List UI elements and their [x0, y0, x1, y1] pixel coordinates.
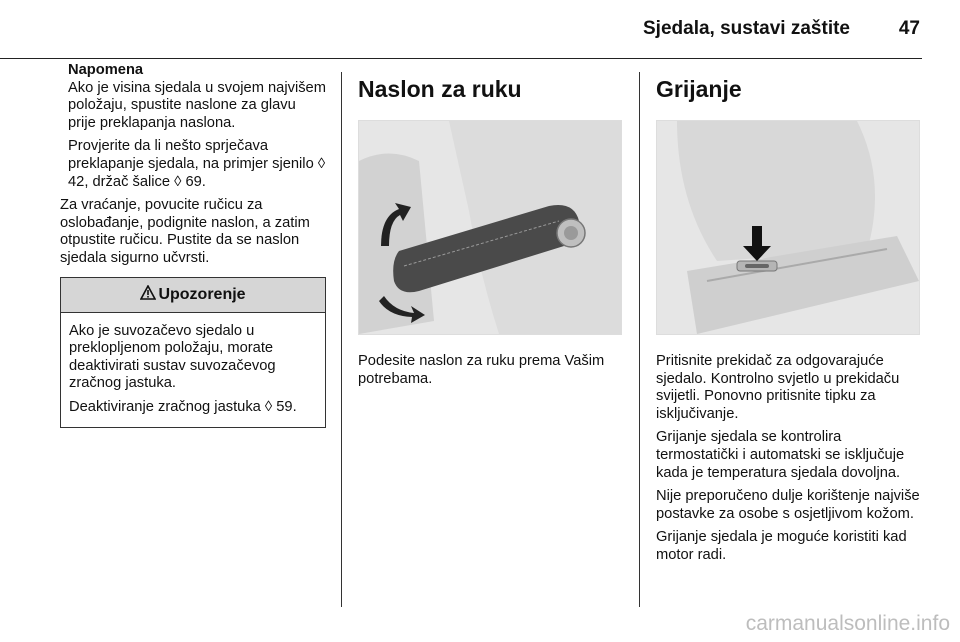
- warning-paragraph-2: Deaktiviranje zračnog jastuka ◊ 59.: [69, 398, 297, 415]
- warning-title: Upozorenje: [158, 285, 246, 303]
- page-header-title: Sjedala, sustavi zaštite: [643, 18, 850, 39]
- warning-body: [61, 313, 325, 427]
- section-heading-armrest: Naslon za ruku: [358, 76, 522, 102]
- column-right: [656, 62, 924, 571]
- column-left: [60, 62, 326, 428]
- watermark: carmanualsonline.info: [745, 612, 950, 635]
- warning-box: [60, 277, 326, 428]
- heating-paragraph-2: Grijanje sjedala se kontrolira termostatički i automatski se isključuje kada je temperatura sjedala dovoljna.: [656, 429, 905, 481]
- note-paragraph-2: Provjerite da li nešto sprječava preklapanje sjedala, na primjer sjenilo ◊ 42, držač šalice ◊ 69.: [68, 138, 326, 190]
- body-paragraph: Za vraćanje, povucite ručicu za oslobađanje, podignite naslon, a zatim otpustite ručicu. Pustite da se naslon sjedala sigurno učvrsti.: [60, 197, 310, 266]
- armrest-illustration: [358, 120, 622, 335]
- heating-paragraph-4: Grijanje sjedala je moguće koristiti kad motor radi.: [656, 529, 907, 563]
- armrest-caption: Podesite naslon za ruku prema Vašim potrebama.: [358, 353, 605, 387]
- header-rule: [0, 58, 922, 59]
- heating-paragraph-3: Nije preporučeno dulje korištenje najviše postavke za osobe s osjetljivom kožom.: [656, 488, 920, 522]
- note-title: Napomena: [68, 62, 144, 78]
- column-divider-1: [341, 72, 342, 607]
- column-middle: [358, 62, 624, 394]
- heating-paragraph-1: Pritisnite prekidač za odgovarajuće sjedalo. Kontrolno svjetlo u prekidaču svijetli. Ponovno pritisnite tipku za isključivanje.: [656, 353, 900, 422]
- column-divider-2: [639, 72, 640, 607]
- note-block: [60, 62, 326, 191]
- seat-heating-illustration: [656, 120, 920, 335]
- note-paragraph-1: Ako je visina sjedala u svojem najvišem položaju, spustite naslone za glavu prije preklapanja naslona.: [68, 79, 326, 131]
- section-heading-heating: Grijanje: [656, 76, 742, 102]
- warning-paragraph-1: Ako je suvozačevo sjedalo u preklopljenom položaju, morate deaktivirati sustav suvozačevog zračnog jastuka.: [69, 322, 276, 392]
- page-number: 47: [898, 18, 920, 39]
- warning-header: [61, 278, 325, 313]
- warning-triangle-icon: [140, 285, 156, 305]
